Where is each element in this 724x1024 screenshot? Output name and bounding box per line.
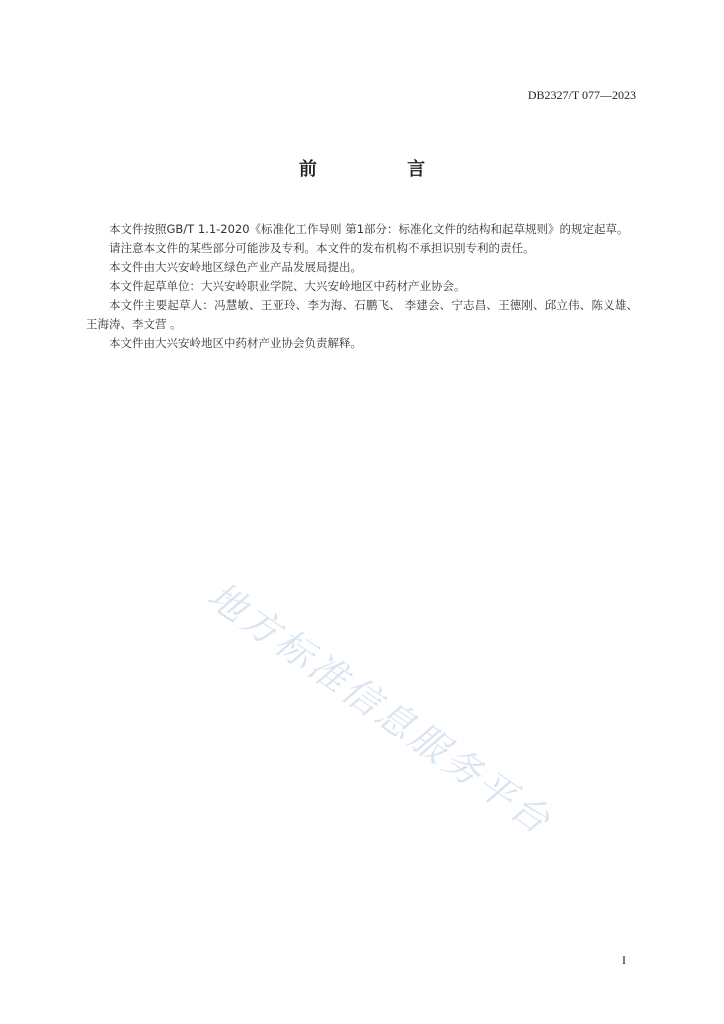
standard-code: DB2327/T 077—2023 [527,88,636,102]
page-title: 前 言 [298,159,468,180]
paragraph-patent-notice: 请注意本文件的某些部分可能涉及专利。本文件的发布机构不承担识别专利的责任。 [109,241,535,255]
paragraph-proposer: 本文件由大兴安岭地区绿色产业产品发展局提出。 [109,260,362,274]
paragraph-drafting-units: 本文件起草单位：大兴安岭职业学院、大兴安岭地区中药材产业协会。 [109,279,466,293]
document-body [86,220,638,353]
paragraph-drafters: 本文件主要起草人：冯慧敏、王亚玲、李为海、石鹏飞、 李建会、宁志昌、王德刚、邱立伟、陈义雄、王海涛、李文营 。 [86,298,638,331]
page-number: I [622,953,626,967]
watermark: 地方标准信息服务平台 [199,573,561,845]
paragraph-interpretation: 本文件由大兴安岭地区中药材产业协会负责解释。 [109,336,362,350]
paragraph-drafting-basis: 本文件按照GB/T 1.1-2020《标准化工作导则 第1部分：标准化文件的结构和起草规则》的规定起草。 [109,222,629,236]
